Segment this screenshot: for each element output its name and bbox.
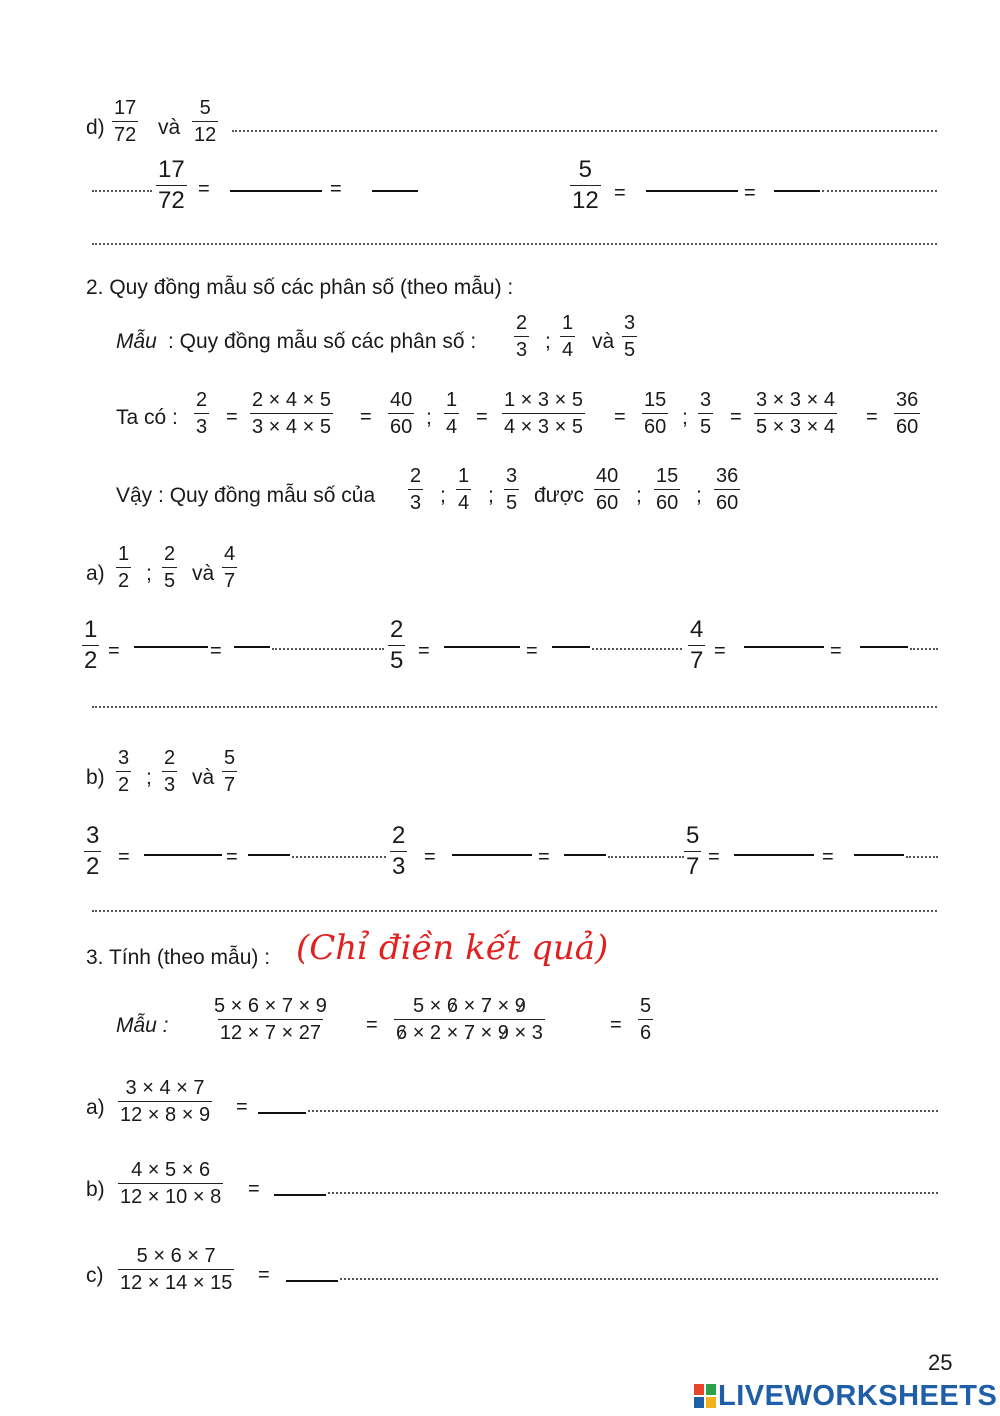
- fraction-3-2-work: $\frac{3}{2}$: [86, 822, 100, 880]
- equals-sign: =: [730, 406, 742, 428]
- and-word: và: [192, 766, 215, 789]
- fraction-2-5: $\frac{2}{5}$: [164, 543, 176, 592]
- answer-blank[interactable]: [234, 646, 270, 648]
- fraction-3-5: $\frac{3}{5}$: [506, 465, 518, 514]
- equals-sign: =: [236, 1096, 248, 1118]
- fraction-1-4: $\frac{1}{4}$: [446, 389, 458, 438]
- equals-sign: =: [248, 1178, 260, 1200]
- answer-blank[interactable]: [452, 854, 532, 856]
- equals-sign: =: [476, 406, 488, 428]
- separator: ;: [488, 484, 494, 507]
- separator: ;: [636, 484, 642, 507]
- answer-line[interactable]: [272, 648, 384, 650]
- part-b-label: b): [86, 766, 105, 789]
- and-word: và: [192, 562, 215, 585]
- equals-sign: =: [822, 846, 834, 868]
- fraction-4-7: $\frac{4}{7}$: [224, 543, 236, 592]
- separator: ;: [146, 766, 152, 789]
- fraction-2-3: $\frac{2}{3}$: [164, 747, 176, 796]
- fraction-2-3-work: $\frac{2}{3}$: [392, 822, 406, 880]
- separator: ;: [545, 330, 551, 353]
- answer-blank[interactable]: [230, 190, 322, 192]
- cancel-mark: 6: [446, 995, 459, 1017]
- handwritten-note: (Chỉ điền kết quả): [296, 928, 609, 968]
- answer-line[interactable]: [292, 856, 386, 858]
- answer-line[interactable]: [92, 910, 937, 912]
- equals-sign: =: [330, 178, 342, 200]
- cancel-mark: 7: [480, 995, 492, 1017]
- answer-line[interactable]: [906, 856, 938, 858]
- equals-sign: =: [614, 182, 626, 204]
- fraction-40-60: $\frac{40}{60}$: [390, 389, 413, 438]
- equals-sign: =: [424, 846, 436, 868]
- answer-line[interactable]: [92, 190, 152, 192]
- answer-line[interactable]: [328, 1192, 938, 1194]
- equals-sign: =: [226, 846, 238, 868]
- fraction-17-72-work: $\frac{17}{72}$: [158, 156, 185, 214]
- answer-blank[interactable]: [564, 854, 606, 856]
- equals-sign: =: [108, 640, 120, 662]
- equals-sign: =: [614, 406, 626, 428]
- item-c-label: c): [86, 1264, 104, 1287]
- section-2-heading: 2. Quy đồng mẫu số các phân số (theo mẫu) :: [86, 276, 514, 299]
- item-a-fraction: $\frac{3 \times 4 \times 7}{12 \times 8 \times 9}$: [120, 1077, 211, 1126]
- equals-sign: =: [360, 406, 372, 428]
- example-text: : Quy đồng mẫu số các phân số :: [168, 330, 477, 353]
- equals-sign: =: [210, 640, 222, 662]
- part-d-label: d): [86, 116, 105, 139]
- answer-blank[interactable]: [134, 646, 208, 648]
- equals-sign: =: [418, 640, 430, 662]
- answer-blank[interactable]: [286, 1280, 338, 1282]
- answer-blank[interactable]: [774, 190, 820, 192]
- fraction-2-5-work: $\frac{2}{5}$: [390, 616, 404, 674]
- fraction-1-2: $\frac{1}{2}$: [118, 543, 130, 592]
- cancel-mark: 9: [497, 1022, 509, 1044]
- answer-line[interactable]: [822, 190, 937, 192]
- equals-sign: =: [118, 846, 130, 868]
- fraction-1-2-work: $\frac{1}{2}$: [84, 616, 98, 674]
- cancel-mark: 9: [514, 995, 526, 1017]
- example-fraction: $\frac{5 \times 6 \times 7 \times 9}{12 \times 7 \times 27}$: [214, 995, 327, 1044]
- answer-blank[interactable]: [646, 190, 738, 192]
- separator: ;: [146, 562, 152, 585]
- fraction-2-3: $\frac{2}{3}$: [516, 312, 528, 361]
- fraction-36-60: $\frac{36}{60}$: [896, 389, 919, 438]
- conclusion-text: Vậy : Quy đồng mẫu số của: [116, 484, 376, 507]
- equals-sign: =: [744, 182, 756, 204]
- answer-blank[interactable]: [860, 646, 908, 648]
- item-a-label: a): [86, 1096, 105, 1119]
- liveworksheets-logo-icon: [694, 1384, 716, 1408]
- answer-blank[interactable]: [372, 190, 418, 192]
- fraction-5-12-work: $\frac{5}{12}$: [572, 156, 599, 214]
- answer-blank[interactable]: [258, 1112, 306, 1114]
- duoc-word: được: [534, 484, 585, 507]
- item-b-fraction: $\frac{4 \times 5 \times 6}{12 \times 10 \times 8}$: [120, 1159, 222, 1208]
- fraction-15-60: $\frac{15}{60}$: [644, 389, 667, 438]
- answer-line[interactable]: [910, 648, 938, 650]
- fraction-5-7-work: $\frac{5}{7}$: [686, 822, 700, 880]
- equals-sign: =: [830, 640, 842, 662]
- equals-sign: =: [198, 178, 210, 200]
- equals-sign: =: [366, 1014, 378, 1036]
- fraction-36-60: $\frac{36}{60}$: [716, 465, 739, 514]
- page-number: 25: [928, 1350, 953, 1375]
- fraction-1-4: $\frac{1}{4}$: [458, 465, 470, 514]
- ta-co-label: Ta có :: [116, 406, 178, 429]
- equals-sign: =: [866, 406, 878, 428]
- cancel-mark: 6: [396, 1022, 408, 1044]
- equals-sign: =: [610, 1014, 622, 1036]
- fraction-17-72: $\frac{17}{72}$: [114, 97, 137, 146]
- example-result: $\frac{5}{6}$: [640, 995, 652, 1044]
- cancel-mark: 7: [463, 1022, 475, 1044]
- answer-line[interactable]: [308, 1110, 938, 1112]
- separator: ;: [696, 484, 702, 507]
- answer-blank[interactable]: [552, 646, 590, 648]
- fraction-2-3: $\frac{2}{3}$: [196, 389, 208, 438]
- fraction-5-12: $\frac{5}{12}$: [194, 97, 217, 146]
- equals-sign: =: [714, 640, 726, 662]
- answer-line[interactable]: [232, 130, 937, 132]
- fraction-15-60: $\frac{15}{60}$: [656, 465, 679, 514]
- and-word: và: [592, 330, 615, 353]
- answer-line[interactable]: [340, 1278, 938, 1280]
- item-b-label: b): [86, 1178, 105, 1201]
- equals-sign: =: [708, 846, 720, 868]
- answer-blank[interactable]: [854, 854, 904, 856]
- answer-line[interactable]: [92, 706, 937, 708]
- fraction-3-5: $\frac{3}{5}$: [700, 389, 712, 438]
- answer-blank[interactable]: [248, 854, 290, 856]
- separator: ;: [682, 406, 688, 429]
- fraction-40-60: $\frac{40}{60}$: [596, 465, 619, 514]
- example-label: Mẫu :: [116, 1014, 169, 1037]
- answer-blank[interactable]: [444, 646, 520, 648]
- brand-name[interactable]: LIVEWORKSHEETS: [718, 1380, 998, 1412]
- fraction-2-3: $\frac{2}{3}$: [410, 465, 422, 514]
- equals-sign: =: [538, 846, 550, 868]
- equals-sign: =: [226, 406, 238, 428]
- answer-line[interactable]: [92, 243, 937, 245]
- answer-line[interactable]: [592, 648, 682, 650]
- fraction-4-7-work: $\frac{4}{7}$: [690, 616, 704, 674]
- answer-blank[interactable]: [144, 854, 222, 856]
- fraction-5-7: $\frac{5}{7}$: [224, 747, 236, 796]
- answer-blank[interactable]: [744, 646, 824, 648]
- separator: ;: [440, 484, 446, 507]
- and-word: và: [158, 116, 181, 139]
- part-a-label: a): [86, 562, 105, 585]
- fraction-expanded: $\frac{1 \times 3 \times 5}{4 \times 3 \times 5}$: [504, 389, 583, 438]
- example-label: Mẫu: [116, 330, 157, 353]
- answer-blank[interactable]: [734, 854, 814, 856]
- fraction-3-2: $\frac{3}{2}$: [118, 747, 130, 796]
- answer-line[interactable]: [608, 856, 684, 858]
- fraction-expanded: $\frac{2 \times 4 \times 5}{3 \times 4 \times 5}$: [252, 389, 331, 438]
- fraction-3-5: $\frac{3}{5}$: [624, 312, 636, 361]
- separator: ;: [426, 406, 432, 429]
- equals-sign: =: [258, 1264, 270, 1286]
- fraction-expanded: $\frac{3 \times 3 \times 4}{5 \times 3 \times 4}$: [756, 389, 835, 438]
- example-cancelled-fraction: $\frac{5 \times 6 \times 7 \times 9}{6 \times 2 \times 7 \times 9 \times 3}$: [396, 995, 543, 1044]
- answer-blank[interactable]: [274, 1194, 326, 1196]
- section-3-heading: 3. Tính (theo mẫu) :: [86, 946, 271, 969]
- equals-sign: =: [526, 640, 538, 662]
- fraction-1-4: $\frac{1}{4}$: [562, 312, 574, 361]
- item-c-fraction: $\frac{5 \times 6 \times 7}{12 \times 14 \times 15}$: [120, 1245, 233, 1294]
